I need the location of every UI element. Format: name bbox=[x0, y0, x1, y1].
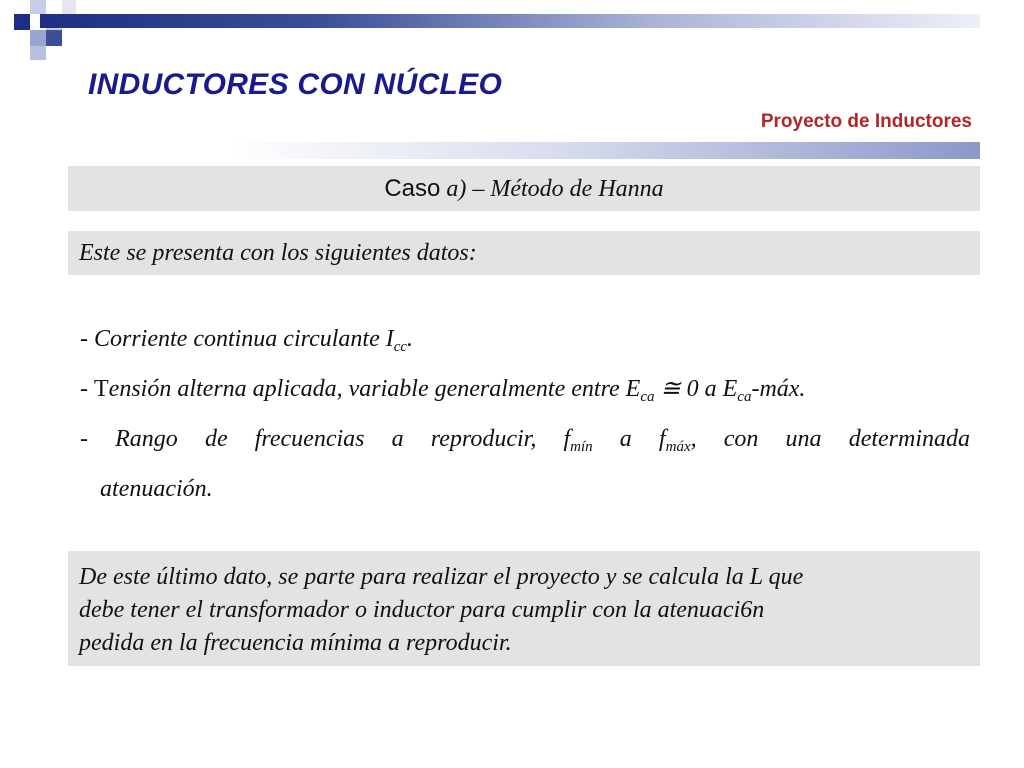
conclusion-line: debe tener el transformador o inductor para cumplir con la atenuaci6n bbox=[79, 597, 765, 623]
list-item-ac-voltage: - Tensión alterna aplicada, variable generalmente entre $E_{ca}$ ≅ 0 a $E_{ca}$-máx. bbox=[80, 376, 806, 405]
header-gradient-bar bbox=[40, 14, 980, 28]
intro-box bbox=[68, 231, 980, 275]
case-heading-box bbox=[68, 166, 980, 211]
conclusion-box bbox=[68, 551, 980, 666]
page-title: INDUCTORES CON NÚCLEO bbox=[88, 68, 503, 101]
subheader-gradient-bar bbox=[40, 142, 980, 159]
data-list bbox=[80, 322, 970, 522]
list-item-frequency-range-continued: atenuación. bbox=[100, 476, 213, 502]
case-word: Caso bbox=[384, 175, 441, 202]
deco-square bbox=[30, 46, 46, 60]
list-item-frequency-range: - Rango de frecuencias a reproducir, $f_{mín}$ a $f_{máx}$, con una determinada bbox=[80, 426, 971, 455]
page-subtitle: Proyecto de Inductores bbox=[760, 111, 972, 132]
case-method: a) – Método de Hanna bbox=[440, 176, 664, 202]
deco-square bbox=[14, 14, 30, 30]
conclusion-line: De este último dato, se parte para realizar el proyecto y se calcula la L que bbox=[79, 564, 804, 590]
deco-square bbox=[46, 30, 62, 46]
corner-decoration bbox=[0, 0, 80, 60]
list-item-dc-current: - Corriente continua circulante $I_{cc}$. bbox=[80, 326, 414, 355]
deco-square bbox=[30, 30, 46, 46]
deco-square bbox=[62, 0, 76, 14]
intro-text: Este se presenta con los siguientes datos: bbox=[79, 240, 477, 266]
deco-square bbox=[30, 0, 46, 14]
conclusion-line: pedida en la frecuencia mínima a reproducir. bbox=[79, 630, 512, 656]
